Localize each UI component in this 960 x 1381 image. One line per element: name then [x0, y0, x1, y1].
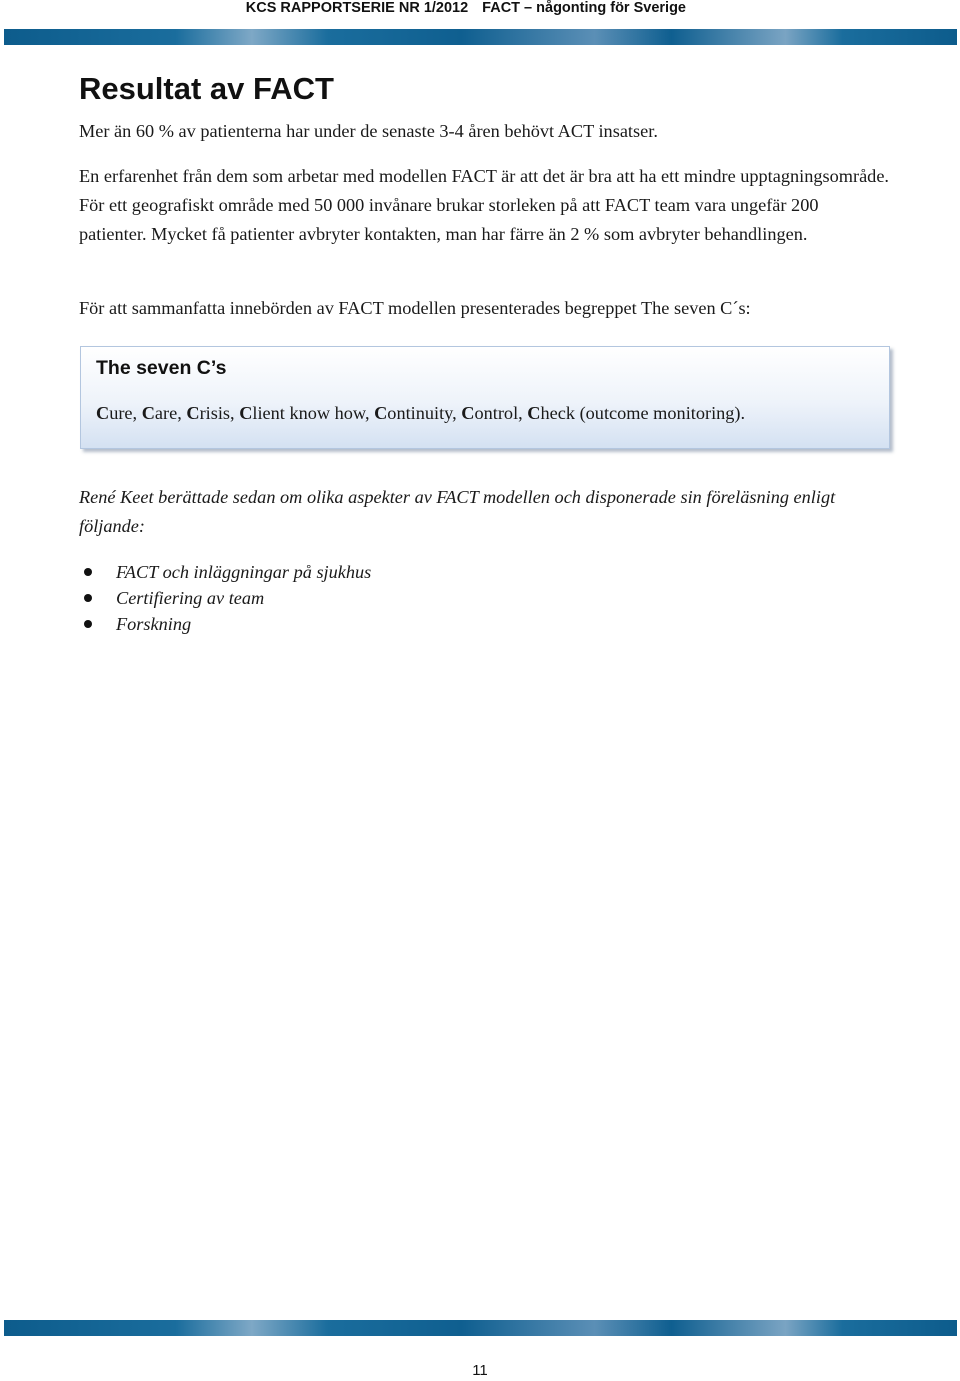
- bullet-icon: [84, 568, 92, 576]
- list-item: [79, 559, 371, 585]
- page-number: 11: [472, 1362, 488, 1379]
- bullet-icon: [84, 594, 92, 602]
- paragraph-catchment-area: En erfarenhet från dem som arbetar med modellen FACT är att det är bra att ha ett mindre upptagningsområde. För ett geografiskt område med 50 000 invånare brukar storleken på att FACT team vara ungefär 200 patienter. Mycket få patienter avbryter kontakten, man har färre än 2 % som avbryter behandlingen.: [79, 166, 890, 244]
- section-title: Resultat av FACT: [79, 71, 334, 106]
- callout-item: Crisis,: [186, 403, 240, 423]
- callout-item: Continuity,: [374, 403, 462, 423]
- callout-title: The seven C’s: [96, 357, 227, 379]
- list-item-text: Certifiering av team: [116, 588, 265, 608]
- paragraph-act-share: Mer än 60 % av patienterna har under de senaste 3-4 åren behövt ACT insatser.: [79, 121, 658, 141]
- list-item: [79, 585, 371, 611]
- list-item-text: FACT och inläggningar på sjukhus: [116, 562, 372, 582]
- seven-cs-callout: [80, 346, 890, 449]
- lecture-intro: René Keet berättade sedan om olika aspekter av FACT modellen och disponerade sin föreläsning enligt följande:: [79, 487, 836, 536]
- footer-band: [4, 1320, 957, 1336]
- callout-item: Cure,: [96, 403, 142, 423]
- callout-item: Check (outcome monitoring).: [527, 403, 746, 423]
- bullet-icon: [84, 620, 92, 628]
- paragraph-seven-cs-intro: För att sammanfatta innebörden av FACT modellen presenterades begreppet The seven C´s:: [79, 298, 751, 318]
- lecture-topics-list: [79, 559, 371, 637]
- running-header: [246, 0, 686, 17]
- header-band: [4, 29, 957, 45]
- callout-item: Care,: [141, 403, 187, 423]
- callout-item: Client know how,: [239, 403, 375, 423]
- header-report-title: FACT – någonting för Sverige: [482, 0, 686, 16]
- header-series: KCS RAPPORTSERIE NR 1/2012: [245, 0, 469, 16]
- list-item-text: Forskning: [116, 614, 192, 634]
- callout-text: [96, 401, 745, 425]
- list-item: [79, 611, 371, 637]
- callout-item: Control,: [461, 403, 528, 423]
